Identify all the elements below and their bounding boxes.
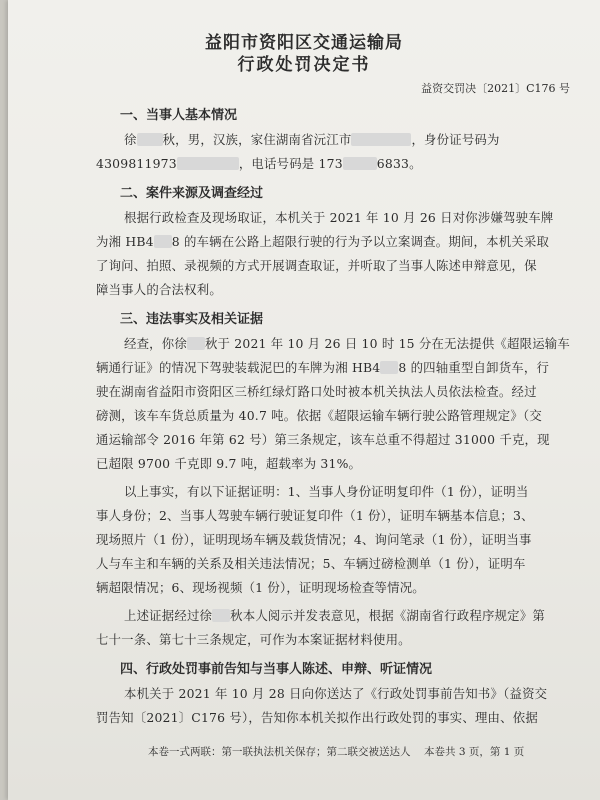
document-number: 益资交罚决〔2021〕C176 号 [421,82,570,95]
notice-line-2: 罚告知〔2021〕C176 号），告知你本机关拟作出行政处罚的事实、理由、依据 [96,710,538,725]
facts-line-2 [96,358,549,376]
document-page [8,0,600,800]
section-1-heading: 一、当事人基本情况 [120,108,238,123]
evidence-review-line-2: 七十一条、第七十三条规定，可作为本案证据材料使用。 [96,632,411,647]
redaction-mask [212,609,230,622]
case-source-line-4: 障当事人的合法权利。 [96,282,222,297]
evidence-review-text: 上述证据经过徐 [124,608,213,623]
case-source-line-3: 了询问、拍照、录视频的方式开展调查取证，并听取了当事人陈述申辩意见，保 [96,258,537,273]
redaction-mask [380,361,398,374]
facts-text: 8 的四轴重型自卸货车，行 [398,360,550,375]
redaction-mask [154,235,172,248]
facts-line-1 [124,334,570,352]
party-info-text: 秋，男，汉族，家住湖南省沅江市 [162,132,352,147]
redaction-mask [137,133,163,146]
case-source-line-1: 根据行政检查及现场取证，本机关于 2021 年 10 月 26 日对你涉嫌驾驶车牌 [124,210,554,225]
evidence-line-5: 辆超限情况；6、现场视频（1 份），证明现场检查等情况。 [96,580,425,595]
evidence-line-2: 事人身份；2、当事人驾驶车辆行驶证复印件（1 份），证明车辆基本信息；3、 [96,508,534,523]
facts-line-3: 驶在湖南省益阳市资阳区三桥红绿灯路口处时被本机关执法人员依法检查。经过 [96,384,537,399]
party-surname: 徐 [124,132,137,147]
case-source-text: 8 的车辆在公路上超限行驶的行为予以立案调查。期间，本机关采取 [171,234,550,249]
party-info-line-1 [124,130,500,148]
section-4-heading: 四、行政处罚事前告知与当事人陈述、申辩、听证情况 [120,662,433,677]
evidence-line-4: 人与车主和车辆的关系及相关违法情况；5、车辆过磅检测单（1 份），证明车 [96,556,526,571]
document-title: 行政处罚决定书 [237,55,371,75]
section-2-heading: 二、案件来源及调查经过 [120,186,264,201]
evidence-review-text: 秋本人阅示并发表意见，根据《湖南省行政程序规定》第 [230,608,545,623]
case-source-line-2 [96,232,549,250]
issuing-authority: 益阳市资阳区交通运输局 [205,33,403,53]
phone-suffix: 6833。 [376,156,422,171]
facts-text: 秋于 2021 年 10 月 26 日 10 时 15 分在无法提供《超限运输车 [204,336,570,351]
redaction-mask [351,133,411,146]
facts-line-6: 已超限 9700 千克即 9.7 吨，超载率为 31%。 [96,456,362,471]
phone-label: ，电话号码是 173 [238,156,343,171]
redaction-mask [343,157,377,170]
evidence-review-line-1 [124,606,545,624]
evidence-line-3: 现场照片（1 份），证明现场车辆及载货情况；4、询问笔录（1 份），证明当事 [96,532,532,547]
redaction-mask [187,337,205,350]
party-info-line-2 [96,154,422,172]
party-id-label: ，身份证号码为 [411,132,500,147]
footer-copies-note: 本卷一式两联：第一联执法机关保存；第二联交被送达人 [148,746,411,758]
plate-number-partial: 为湘 HB4 [96,234,154,249]
facts-text: 经查，你徐 [124,336,187,351]
footer-page-number: 本卷共 3 页，第 1 页 [424,746,525,758]
facts-line-5: 通运输部令 2016 年第 62 号）第三条规定，该车总重不得超过 31000 千克，现 [96,432,550,447]
redaction-mask [177,157,239,170]
facts-text: 辆通行证》的情况下驾驶装载泥巴的车牌为湘 HB4 [96,360,381,375]
section-3-heading: 三、违法事实及相关证据 [120,312,264,327]
facts-line-4: 磅测，该车车货总质量为 40.7 吨。依据《超限运输车辆行驶公路管理规定》（交 [96,408,542,423]
notice-line-1: 本机关于 2021 年 10 月 28 日向你送达了《行政处罚事前告知书》（益资交 [124,686,548,701]
id-number-partial: 4309811973 [96,156,177,171]
evidence-line-1: 以上事实，有以下证据证明：1、当事人身份证明复印件（1 份），证明当 [124,484,529,499]
